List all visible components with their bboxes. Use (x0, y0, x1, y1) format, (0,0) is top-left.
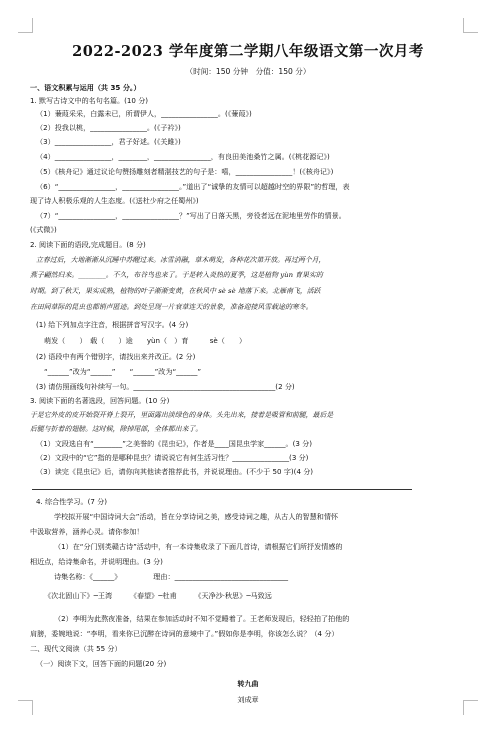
q1-line: （6）“________________，________________。”道出了“诚挚的友情可以超越时空的界限”的哲理，表 (36, 182, 350, 191)
q3-passage-line: 后腿与折着的翅膀。这时候，除掉尾部，全体都出来了。 (30, 425, 203, 433)
q1-line: 现了诗人积极乐观的人生态度。(《送杜少府之任蜀州》) (30, 196, 199, 205)
q3-prompt: 3. 阅读下面的名著选段，回答问题。(10 分) (30, 396, 170, 405)
q2-passage-line: 立春过后，大地渐渐从沉睡中苏醒过来。冰雪消融，草木萌发，各种花次第开放。再过两个月， (36, 256, 326, 264)
section2-heading: 二、现代文阅读（共 55 分） (30, 644, 122, 653)
q2-prompt: 2. 阅读下面的语段,完成题目。(8 分) (30, 240, 146, 249)
q2-item: (1) 给下列加点字注音，根据拼音写汉字。(4 分) (36, 320, 189, 329)
q3-passage-line: 于是它外皮的皮开始裂开脊上裂开，里面露出淡绿色的身体。头先出来，接着是吸管和前腿，最后是 (30, 411, 334, 419)
q4-item1-line: 相近点，给诗集命名，并说明理由。(3 分) (30, 557, 163, 566)
section1-heading: 一、语文积累与运用（共 35 分。） (30, 83, 141, 92)
q2-item: 萌发（ ） 载（ ）途 yùn（ ）育 sè（ ） (44, 336, 247, 345)
q2-passage-line: 在田间草际的昆虫也都销声匿迹。到处呈现一片衰草连天的景象，准备迎接风雪载途的寒冬。 (30, 303, 313, 311)
q2-item: “______”改为“______” “______”改为“______” (44, 367, 202, 376)
q4-item2-line: 肩膀，委婉地说：“李明，看来你已沉醉在诗词的意境中了。”假如你是李明，你该怎么说？（4 分） (30, 629, 339, 638)
q4-collection-label: 诗集名称：《______》 理由：________________________________ (54, 572, 289, 581)
q2-passage-line: 燕子翩然归来。________。不久，布谷鸟也来了。于是转入炎热的夏季，这是植物 yùn 育果实的 (30, 271, 323, 279)
crop-mark-top-left (18, 18, 33, 33)
article-author: 刘成章 (237, 695, 259, 704)
q1-line: （4）________________，________，________________，有良田美池桑竹之属。(《桃花源记》) (36, 152, 330, 161)
q3-item: （1）文段选自有“________”之美誉的《昆虫记》，作者是____国昆虫学家______。(3 分) (36, 439, 312, 448)
q1-line: （3）________________，君子好逑。(《关雎》) (36, 137, 181, 146)
answer-line (32, 489, 412, 490)
section2-part1: （一）阅读下文，回答下面的问题(20 分) (36, 659, 167, 668)
exam-subtitle: （时间：150 分钟 分值：150 分） (185, 67, 311, 76)
q1-line: （2）投我以桃，________________。(《子衿》) (36, 123, 181, 132)
q1-line: （7）“________________，________________？”写出了日落天黑，旁役者远在泥地里劳作的情景。 (36, 211, 346, 220)
q2-item: (3) 请仿照画线句补续写一句。________________________________________(2 分) (36, 382, 295, 391)
q4-intro-line: 中汲取营养，涵养心灵。请你参加！ (30, 527, 144, 536)
q1-line: （1）蒹葭采采，白露未已，所谓伊人，________________。(《蒹葭》) (36, 109, 252, 118)
crop-mark-top-right (463, 18, 478, 33)
q1-prompt: 1. 默写古诗文中的名句名篇。(10 分) (30, 96, 149, 105)
exam-title: 2022-2023 学年度第二学期八年级语文第一次月考 (72, 43, 424, 60)
article-title: 转九曲 (237, 679, 259, 688)
q3-item: （2）文段中的“它”指的是哪种昆虫？请说说它有何生活习性？________________(3 分) (36, 453, 309, 462)
q3-item: （3）读完《昆虫记》后，请你向其他读者推荐此书，并说说理由。(不少于 50 字)(4 分) (36, 467, 314, 476)
q1-line: （5）《核舟记》通过议论句赞扬雕刻者精湛技艺的句子是：嘻，________________！(《核舟记》) (36, 167, 334, 176)
q4-poems: 《次北固山下》─王湾 《春望》─杜甫 《天净沙·秋思》─马致远 (44, 591, 272, 600)
q4-intro-line: 学校拟开展“中国诗词大会”活动，旨在分享诗词之美，感受诗词之趣，从古人的智慧和情怀 (54, 512, 339, 521)
q4-item1-line: （1）在“分门别类赣古诗”活动中，有一本诗集收录了下面几首诗，请根据它们所抒发情感的 (54, 542, 343, 551)
q4-item2-line: （2）李明为此熬夜准备，结果在参加活动时不知不觉睡着了。王老师发现后，轻轻拍了拍他的 (54, 614, 350, 623)
q4-prompt: 4. 综合性学习。(7 分) (36, 497, 107, 506)
q2-passage-line: 时期。到了秋天，果实成熟，植物的叶子渐渐变黄，在秋风中 sè sè 地落下来。北雁南飞，活跃 (30, 287, 321, 295)
q2-item: (2) 语段中有两个错别字，请找出来并改正。(2 分) (36, 352, 196, 361)
q1-line: (《式微》) (30, 225, 57, 234)
